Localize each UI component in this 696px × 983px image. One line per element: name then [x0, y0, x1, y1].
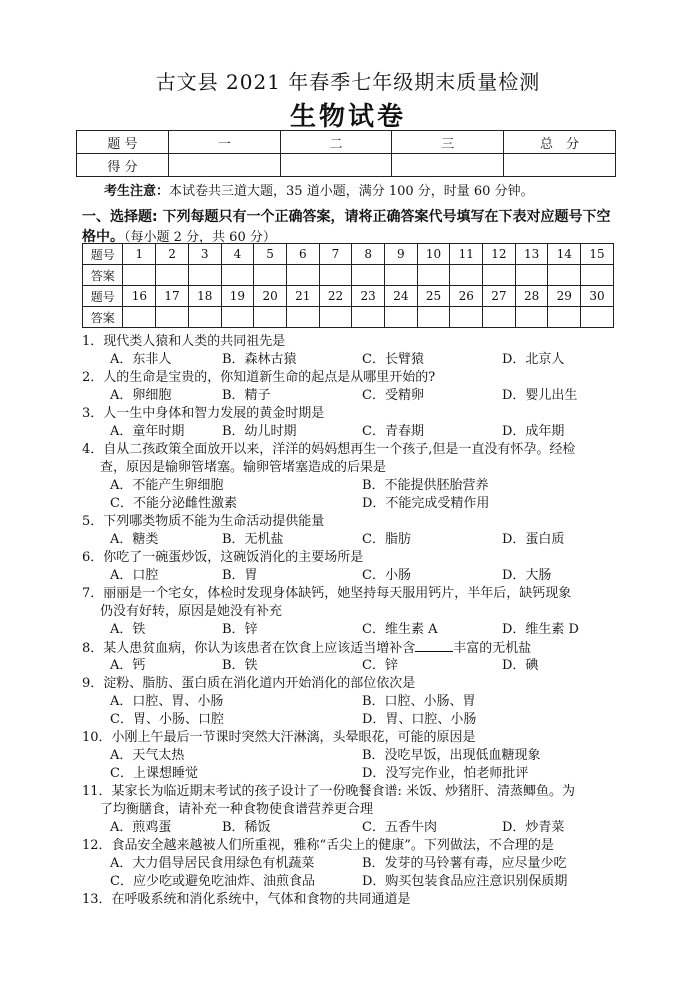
- answer-option[interactable]: C．胃、小肠、口腔: [110, 712, 224, 727]
- question-number-cell: 27: [483, 286, 516, 307]
- question-options: [82, 711, 642, 729]
- answer-option[interactable]: D．不能完成受精作用: [362, 496, 490, 511]
- question-stem: 5．下列哪类物质不能为生命活动提供能量: [82, 514, 325, 529]
- answer-option[interactable]: D．婴儿出生: [502, 388, 578, 403]
- question-stem: 2．人的生命是宝贵的，你知道新生命的起点是从哪里开始的?: [82, 370, 436, 385]
- answer-option[interactable]: C．应少吃或避免吃油炸、油煎食品: [110, 874, 315, 889]
- answer-cell[interactable]: [352, 265, 385, 286]
- question-number-cell: 28: [515, 286, 548, 307]
- answer-option[interactable]: A．童年时期: [110, 424, 185, 439]
- answer-option[interactable]: C．锌: [362, 658, 398, 673]
- answer-option[interactable]: B．铁: [222, 658, 258, 673]
- question-stem: 4．自从二孩政策全面放开以来，洋洋的妈妈想再生一个孩子,但是一直没有怀孕。经检: [82, 442, 576, 457]
- question-options: [82, 855, 642, 873]
- answer-option[interactable]: A．糖类: [110, 532, 159, 547]
- answer-option[interactable]: D．成年期: [502, 424, 565, 439]
- question-options: [82, 477, 642, 495]
- answer-option[interactable]: C．五香牛肉: [362, 820, 437, 835]
- answer-cell[interactable]: [548, 307, 581, 328]
- question-number-cell: 26: [450, 286, 483, 307]
- question-stem: 7．丽丽是一个宅女，体检时发现身体缺钙，她坚持每天服用钙片，半年后，缺钙现象: [82, 586, 572, 601]
- answer-option[interactable]: A．天气太热: [110, 748, 185, 763]
- answer-cell[interactable]: [156, 307, 189, 328]
- answer-option[interactable]: D．大肠: [502, 568, 552, 583]
- answer-option[interactable]: A．钙: [110, 658, 146, 673]
- answer-option[interactable]: A．铁: [110, 622, 146, 637]
- answer-option[interactable]: D．维生素 D: [502, 622, 579, 637]
- grid-row-label: 答案: [83, 307, 123, 328]
- question-number-cell: 8: [352, 244, 385, 265]
- answer-cell[interactable]: [156, 265, 189, 286]
- section-heading: [82, 207, 622, 248]
- answer-option[interactable]: C．维生素 A: [362, 622, 438, 637]
- answer-option[interactable]: C．上课想睡觉: [110, 766, 198, 781]
- question-stem: 11．某家长为临近期末考试的孩子设计了一份晚餐食谱: 米饭、炒猪肝、清蒸鲫鱼。为: [82, 784, 576, 799]
- question-options: [82, 693, 642, 711]
- fill-blank[interactable]: [415, 639, 453, 652]
- question-number-cell: 7: [319, 244, 352, 265]
- question-stem: 6．你吃了一碗蛋炒饭，这碗饭消化的主要场所是: [82, 550, 364, 565]
- question-number-cell: 9: [384, 244, 417, 265]
- question-options: [82, 747, 642, 765]
- question-number-cell: 18: [188, 286, 221, 307]
- answer-cell[interactable]: [254, 307, 287, 328]
- score-header-cell: 题 号: [77, 131, 169, 154]
- answer-cell[interactable]: [548, 265, 581, 286]
- question-stem: 1．现代类人猿和人类的共同祖先是: [82, 334, 286, 349]
- question-number-cell: 11: [450, 244, 483, 265]
- question-number-cell: 19: [221, 286, 254, 307]
- answer-option[interactable]: A．口腔: [110, 568, 159, 583]
- question-number-cell: 4: [221, 244, 254, 265]
- answer-option[interactable]: D．购买包装食品应注意识别保质期: [362, 874, 568, 889]
- section-note: （每小题 2 分，共 60 分）: [124, 230, 276, 245]
- grid-row-label: 答案: [83, 265, 123, 286]
- grid-row-label: 题号: [83, 286, 123, 307]
- question-options: [82, 531, 642, 549]
- grid-row-label: 题号: [83, 244, 123, 265]
- answer-option[interactable]: A．东非人: [110, 352, 172, 367]
- answer-cell[interactable]: [417, 307, 450, 328]
- answer-option[interactable]: B．锌: [222, 622, 258, 637]
- answer-option[interactable]: B．口腔、小肠、胃: [362, 694, 476, 709]
- question-stem: 仍没有好转，原因是她没有补充: [100, 604, 283, 619]
- question-number-cell: 20: [254, 286, 287, 307]
- score-header-cell: 一: [168, 131, 280, 154]
- score-input-cell[interactable]: [504, 154, 616, 177]
- question-list: [82, 333, 642, 909]
- answer-option[interactable]: C．受精卵: [362, 388, 424, 403]
- answer-cell[interactable]: [286, 265, 319, 286]
- answer-option[interactable]: B．无机盐: [222, 532, 284, 547]
- answer-cell[interactable]: [254, 265, 287, 286]
- answer-option[interactable]: A．大力倡导居民食用绿色有机蔬菜: [110, 856, 315, 871]
- score-table: [76, 130, 616, 177]
- answer-option[interactable]: D．碘: [502, 658, 539, 673]
- answer-option[interactable]: C．青春期: [362, 424, 424, 439]
- answer-cell[interactable]: [319, 265, 352, 286]
- question-number-cell: 17: [156, 286, 189, 307]
- answer-option[interactable]: C．长臂猿: [362, 352, 424, 367]
- answer-cell[interactable]: [286, 307, 319, 328]
- answer-cell[interactable]: [188, 307, 221, 328]
- answer-option[interactable]: C．脂肪: [362, 532, 411, 547]
- answer-cell[interactable]: [384, 265, 417, 286]
- answer-cell[interactable]: [352, 307, 385, 328]
- answer-cell[interactable]: [123, 265, 156, 286]
- exam-title: 古文县 2021 年春季七年级期末质量检测: [155, 70, 541, 94]
- question-options: [82, 621, 642, 639]
- answer-option[interactable]: D．蛋白质: [502, 532, 565, 547]
- notice-label: 考生注意：: [104, 184, 170, 199]
- question-options: [82, 873, 642, 891]
- question-number-cell: 14: [548, 244, 581, 265]
- answer-cell[interactable]: [123, 307, 156, 328]
- answer-cell[interactable]: [188, 265, 221, 286]
- answer-cell[interactable]: [581, 307, 614, 328]
- answer-option[interactable]: C．不能分泌雌性激素: [110, 496, 237, 511]
- answer-option[interactable]: D．胃、口腔、小肠: [362, 712, 477, 727]
- score-label-cell: 得 分: [77, 154, 169, 177]
- question-stem: 12．食品安全越来越被人们所重视，雅称“舌尖上的健康”。下列做法，不合理的是: [82, 838, 554, 853]
- question-number-cell: 21: [286, 286, 319, 307]
- question-options: [82, 423, 642, 441]
- question-number-cell: 15: [581, 244, 614, 265]
- answer-grid: [82, 243, 614, 328]
- question-number-cell: 25: [417, 286, 450, 307]
- question-options: [82, 567, 642, 585]
- score-input-cell[interactable]: [280, 154, 392, 177]
- question-number-cell: 5: [254, 244, 287, 265]
- question-number-cell: 3: [188, 244, 221, 265]
- answer-option[interactable]: B．幼儿时期: [222, 424, 297, 439]
- score-header-cell: 二: [280, 131, 392, 154]
- answer-option[interactable]: B．发芽的马铃薯有毒，应尽量少吃: [362, 856, 567, 871]
- exam-subject: 生物试卷: [289, 102, 406, 132]
- answer-option[interactable]: D．没写完作业，怕老师批评: [362, 766, 529, 781]
- answer-cell[interactable]: [483, 265, 516, 286]
- question-number-cell: 30: [581, 286, 614, 307]
- question-stem: 8．某人患贫血病，你认为该患者在饮食上应该适当增补含 丰富的无机盐: [82, 641, 532, 656]
- question-number-cell: 22: [319, 286, 352, 307]
- answer-option[interactable]: B．没吃早饭，出现低血糖现象: [362, 748, 541, 763]
- answer-cell[interactable]: [221, 265, 254, 286]
- question-number-cell: 1: [123, 244, 156, 265]
- answer-option[interactable]: B．精子: [222, 388, 271, 403]
- answer-cell[interactable]: [384, 307, 417, 328]
- answer-option[interactable]: C．小肠: [362, 568, 411, 583]
- question-number-cell: 29: [548, 286, 581, 307]
- answer-cell[interactable]: [319, 307, 352, 328]
- score-header-cell: 三: [392, 131, 504, 154]
- answer-option[interactable]: D．北京人: [502, 352, 565, 367]
- answer-cell[interactable]: [417, 265, 450, 286]
- question-options: [82, 495, 642, 513]
- question-options: [82, 819, 642, 837]
- question-stem: 了均衡膳食，请补充一种食物使食谱营养更合理: [100, 802, 374, 817]
- question-stem: 查，原因是输卵管堵塞。输卵管堵塞造成的后果是: [100, 460, 387, 475]
- stem-tail: 丰富的无机盐: [453, 641, 532, 656]
- score-input-cell[interactable]: [392, 154, 504, 177]
- question-number-cell: 12: [483, 244, 516, 265]
- answer-option[interactable]: B．胃: [222, 568, 258, 583]
- question-number-cell: 10: [417, 244, 450, 265]
- score-header-cell: 总 分: [504, 131, 616, 154]
- answer-option[interactable]: A．不能产生卵细胞: [110, 478, 224, 493]
- question-stem: 10．小刚上午最后一节课时突然大汗淋漓，头晕眼花，可能的原因是: [82, 730, 476, 745]
- answer-cell[interactable]: [450, 265, 483, 286]
- question-options: [82, 387, 642, 405]
- answer-cell[interactable]: [581, 265, 614, 286]
- question-options: [82, 351, 642, 369]
- question-stem: 13．在呼吸系统和消化系统中，气体和食物的共同通道是: [82, 892, 411, 907]
- question-options: [82, 657, 642, 675]
- answer-cell[interactable]: [450, 307, 483, 328]
- question-number-cell: 16: [123, 286, 156, 307]
- question-stem: 3．人一生中身体和智力发展的黄金时期是: [82, 406, 325, 421]
- answer-option[interactable]: A．卵细胞: [110, 388, 172, 403]
- answer-option[interactable]: D．炒青菜: [502, 820, 565, 835]
- question-number-cell: 24: [384, 286, 417, 307]
- question-number-cell: 23: [352, 286, 385, 307]
- question-stem: 9．淀粉、脂肪、蛋白质在消化道内开始消化的部位依次是: [82, 676, 416, 691]
- question-number-cell: 13: [515, 244, 548, 265]
- question-number-cell: 2: [156, 244, 189, 265]
- answer-cell[interactable]: [515, 265, 548, 286]
- question-number-cell: 6: [286, 244, 319, 265]
- answer-option[interactable]: A．口腔、胃、小肠: [110, 694, 224, 709]
- answer-cell[interactable]: [483, 307, 516, 328]
- answer-option[interactable]: A．煎鸡蛋: [110, 820, 172, 835]
- answer-cell[interactable]: [515, 307, 548, 328]
- answer-option[interactable]: B．不能提供胚胎营养: [362, 478, 489, 493]
- answer-option[interactable]: B．稀饭: [222, 820, 271, 835]
- question-options: [82, 765, 642, 783]
- answer-cell[interactable]: [221, 307, 254, 328]
- answer-option[interactable]: B．森林古猿: [222, 352, 297, 367]
- notice-text: 本试卷共三道大题，35 道小题，满分 100 分，时量 60 分钟。: [169, 184, 534, 199]
- exam-notice: [104, 180, 534, 199]
- score-input-cell[interactable]: [168, 154, 280, 177]
- section-title: 一、选择题: 下列每题只有一个正确答案，请将正确答案代号填写在下表对应题号下空格中。: [82, 209, 611, 245]
